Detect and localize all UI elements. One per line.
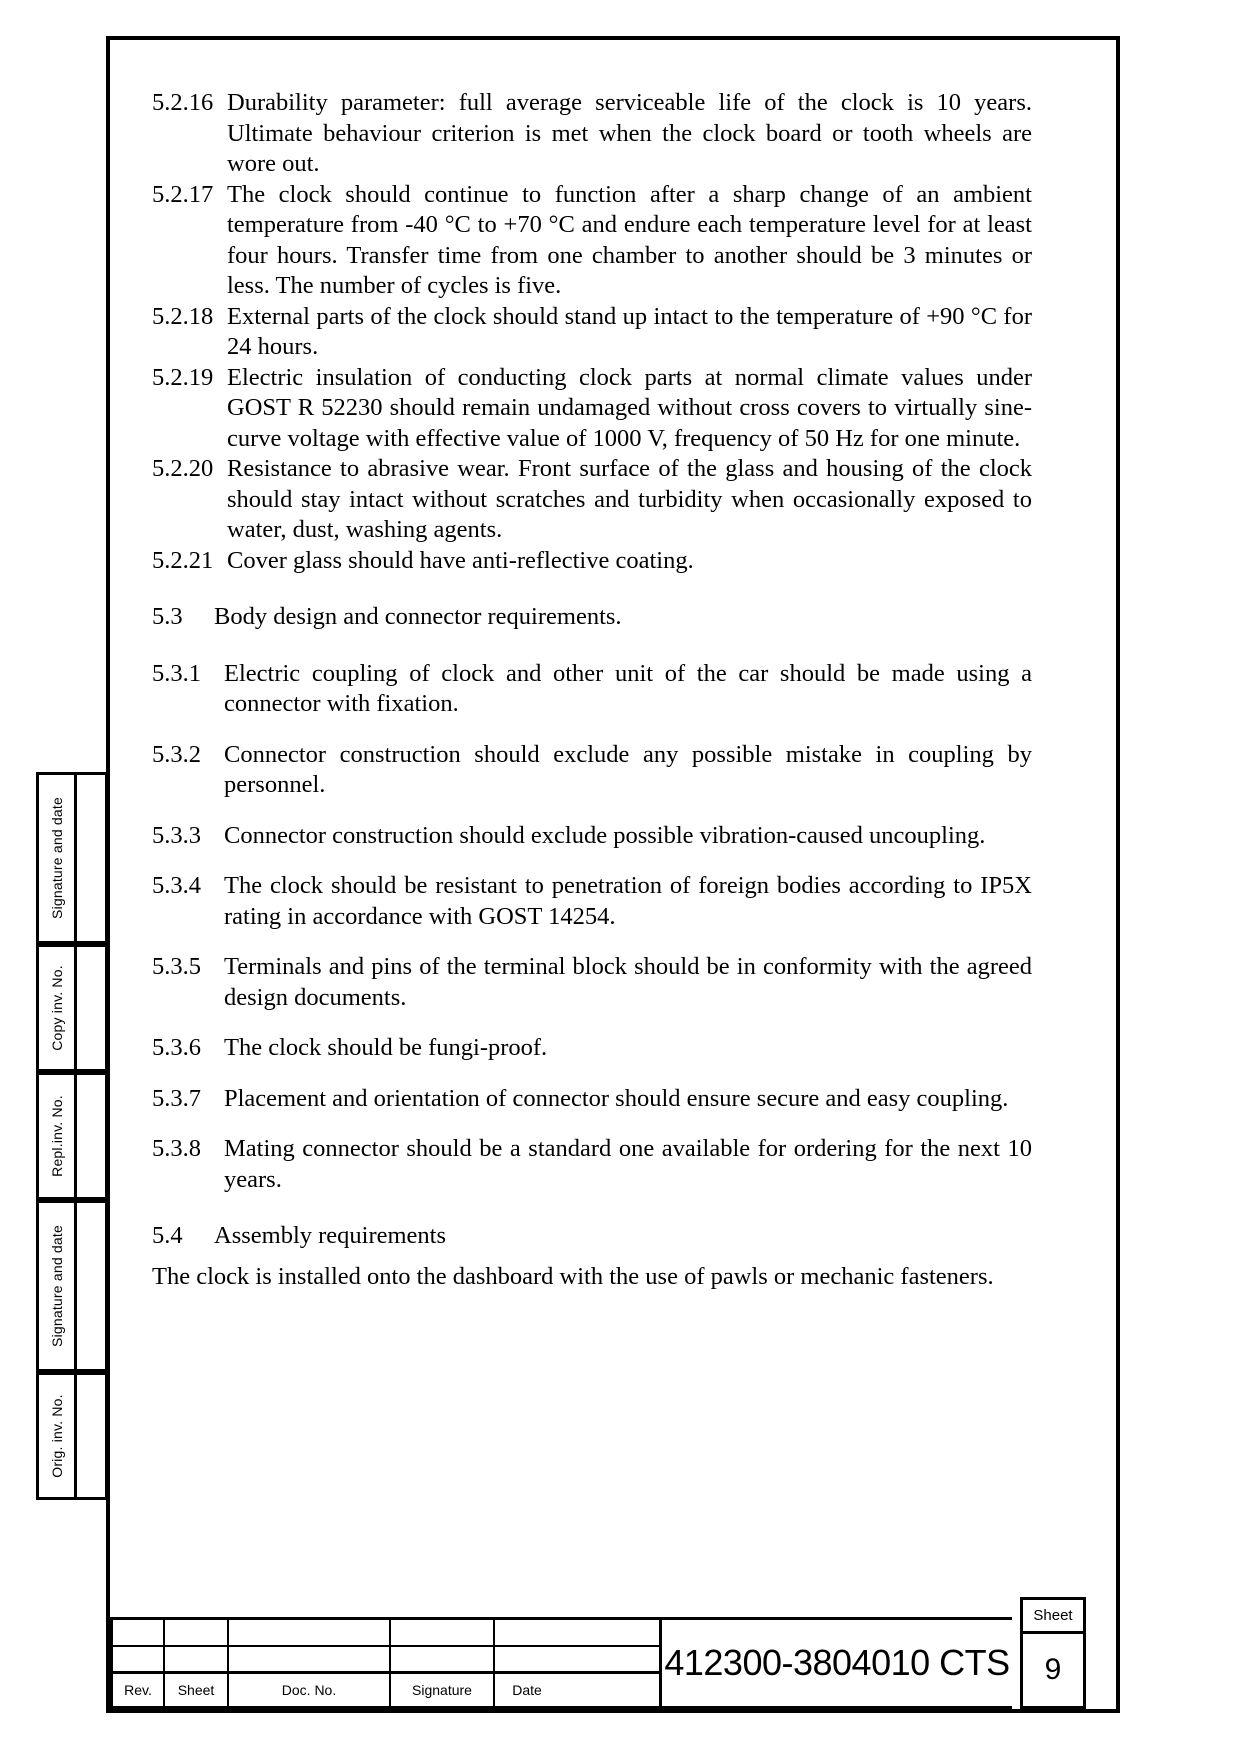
table-row bbox=[113, 1647, 659, 1674]
spacer bbox=[152, 851, 1032, 871]
spacer bbox=[152, 633, 1032, 659]
table-row bbox=[113, 1620, 659, 1647]
sheet-number: 9 bbox=[1044, 1653, 1062, 1686]
clause-number: 5.3.4 bbox=[152, 872, 201, 899]
cell-rev[interactable] bbox=[113, 1620, 165, 1645]
table-header-row bbox=[113, 1674, 659, 1706]
section-title: Assembly requirements bbox=[214, 1222, 447, 1249]
clause-5-2-16 bbox=[152, 88, 1032, 180]
clause-text: The clock should continue to function after a sharp change of an ambient temperature from -40 °C to +70 °C and endure each temperature level for at least four hours. Transfer time from one chamber to another should be 3 minutes or less. The number of cycles is five. bbox=[227, 180, 1032, 299]
spacer bbox=[152, 1013, 1032, 1033]
sheet-number-box bbox=[1020, 1597, 1086, 1709]
spacer bbox=[152, 801, 1032, 821]
margin-label-cell bbox=[39, 1203, 77, 1369]
margin-value-cell[interactable] bbox=[77, 947, 105, 1069]
section-heading-5-3 bbox=[152, 602, 1032, 633]
clause-5-2-20 bbox=[152, 454, 1032, 546]
clause-text: Connector construction should exclude possible vibration-caused uncoupling. bbox=[224, 821, 986, 849]
clause-5-3-8 bbox=[152, 1134, 1032, 1195]
section-number: 5.4 bbox=[152, 1222, 183, 1249]
clause-5-3-6 bbox=[152, 1033, 1032, 1064]
spacer bbox=[152, 1114, 1032, 1134]
clause-text: Durability parameter: full average serviceable life of the clock is 10 years. Ultimate behaviour criterion is met when the clock board or tooth wheels are wore out. bbox=[227, 89, 1032, 177]
margin-value-cell[interactable] bbox=[77, 1203, 105, 1369]
document-body bbox=[152, 88, 1032, 1292]
header-rev: Rev. bbox=[113, 1674, 165, 1706]
margin-label-cell bbox=[39, 1375, 77, 1497]
clause-text: Cover glass should have anti-reflective coating. bbox=[227, 546, 694, 574]
clause-5-3-1 bbox=[152, 659, 1032, 720]
clause-text: Resistance to abrasive wear. Front surface of the glass and housing of the clock should stay intact without scratches and turbidity when occasionally exposed to water, dust, washing agents. bbox=[227, 455, 1032, 543]
clause-5-2-21 bbox=[152, 546, 1032, 577]
spacer bbox=[152, 1064, 1032, 1084]
margin-label-text: Repl.inv. No. bbox=[48, 1095, 65, 1177]
clause-5-2-19 bbox=[152, 363, 1032, 455]
margin-value-cell[interactable] bbox=[77, 1375, 105, 1497]
margin-block-orig-inv-no bbox=[36, 1372, 108, 1500]
spacer bbox=[152, 720, 1032, 740]
margin-block-signature-and-date-2 bbox=[36, 1200, 108, 1372]
cell-doc-no[interactable] bbox=[229, 1620, 391, 1645]
clause-number: 5.2.21 bbox=[152, 546, 214, 574]
document-number: 412300-3804010 CTS bbox=[662, 1617, 1012, 1709]
clause-number: 5.2.20 bbox=[152, 455, 214, 482]
margin-label-cell bbox=[39, 775, 77, 941]
clause-number: 5.3.1 bbox=[152, 659, 201, 687]
spacer bbox=[152, 1195, 1032, 1221]
clause-5-2-18 bbox=[152, 302, 1032, 363]
clause-5-3-2 bbox=[152, 740, 1032, 801]
cell-rev[interactable] bbox=[113, 1647, 165, 1671]
clause-number: 5.2.19 bbox=[152, 363, 214, 391]
cell-signature[interactable] bbox=[391, 1647, 495, 1671]
section-title: Body design and connector requirements. bbox=[214, 603, 622, 630]
margin-label-cell bbox=[39, 947, 77, 1069]
clause-text: External parts of the clock should stand up intact to the temperature of +90 °C for 24 hours. bbox=[227, 302, 1032, 360]
cell-doc-no[interactable] bbox=[229, 1647, 391, 1671]
revision-table bbox=[110, 1617, 662, 1709]
clause-number: 5.3.7 bbox=[152, 1084, 201, 1112]
clause-5-3-3 bbox=[152, 821, 1032, 852]
section-heading-5-4 bbox=[152, 1221, 1032, 1252]
clause-text: Mating connector should be a standard one available for ordering for the next 10 years. bbox=[224, 1135, 1032, 1193]
margin-value-cell[interactable] bbox=[77, 775, 105, 941]
clause-number: 5.3.2 bbox=[152, 740, 201, 768]
clause-text: Placement and orientation of connector should ensure secure and easy coupling. bbox=[224, 1084, 1009, 1112]
margin-value-cell[interactable] bbox=[77, 1075, 105, 1197]
clause-number: 5.3.5 bbox=[152, 953, 201, 980]
header-signature: Signature bbox=[391, 1674, 495, 1706]
clause-number: 5.2.17 bbox=[152, 180, 214, 208]
clause-text: Electric insulation of conducting clock parts at normal climate values under GOST R 52230 should remain undamaged without cross covers to virtually sine-curve voltage with effective value of 1000 V, frequency of 50 Hz for one minute. bbox=[227, 363, 1032, 452]
clause-number: 5.3.6 bbox=[152, 1034, 201, 1061]
cell-signature[interactable] bbox=[391, 1620, 495, 1645]
margin-block-copy-inv-no bbox=[36, 944, 108, 1072]
header-doc-no: Doc. No. bbox=[229, 1674, 391, 1706]
spacer bbox=[152, 932, 1032, 952]
margin-label-text: Signature and date bbox=[48, 797, 65, 919]
clause-5-3-4 bbox=[152, 871, 1032, 932]
margin-block-signature-and-date-1 bbox=[36, 772, 108, 944]
clause-number: 5.2.18 bbox=[152, 302, 214, 330]
clause-text: Electric coupling of clock and other unit of the car should be made using a connector with fixation. bbox=[224, 659, 1032, 717]
section-number: 5.3 bbox=[152, 603, 183, 630]
cell-date[interactable] bbox=[495, 1620, 559, 1645]
clause-number: 5.2.16 bbox=[152, 89, 214, 116]
margin-label-text: Orig. inv. No. bbox=[48, 1394, 65, 1478]
clause-text: Connector construction should exclude any possible mistake in coupling by personnel. bbox=[224, 740, 1032, 798]
clause-number: 5.3.8 bbox=[152, 1135, 201, 1162]
clause-5-3-7 bbox=[152, 1084, 1032, 1115]
clause-number: 5.3.3 bbox=[152, 821, 201, 849]
cell-date[interactable] bbox=[495, 1647, 559, 1671]
margin-block-repl-inv-no bbox=[36, 1072, 108, 1200]
clause-5-3-5 bbox=[152, 952, 1032, 1013]
sheet-label: Sheet bbox=[1023, 1600, 1083, 1634]
spacer bbox=[152, 576, 1032, 602]
clause-text: The clock should be fungi-proof. bbox=[224, 1034, 548, 1061]
header-date: Date bbox=[512, 1682, 542, 1698]
margin-label-cell bbox=[39, 1075, 77, 1197]
title-block bbox=[110, 1607, 1116, 1709]
clause-text: The clock should be resistant to penetration of foreign bodies according to IP5X rating in accordance with GOST 14254. bbox=[224, 872, 1032, 930]
clause-5-2-17 bbox=[152, 180, 1032, 302]
margin-label-text: Signature and date bbox=[48, 1225, 65, 1347]
left-margin-stamp-column bbox=[36, 772, 108, 1500]
header-sheet: Sheet bbox=[165, 1674, 229, 1706]
margin-label-text: Copy inv. No. bbox=[48, 965, 65, 1051]
spacer bbox=[152, 1252, 1032, 1262]
cell-sheet[interactable] bbox=[165, 1647, 229, 1671]
cell-sheet[interactable] bbox=[165, 1620, 229, 1645]
closing-paragraph: The clock is installed onto the dashboard with the use of pawls or mechanic fasteners. bbox=[152, 1262, 994, 1290]
clause-text: Terminals and pins of the terminal block should be in conformity with the agreed design documents. bbox=[224, 953, 1032, 1011]
